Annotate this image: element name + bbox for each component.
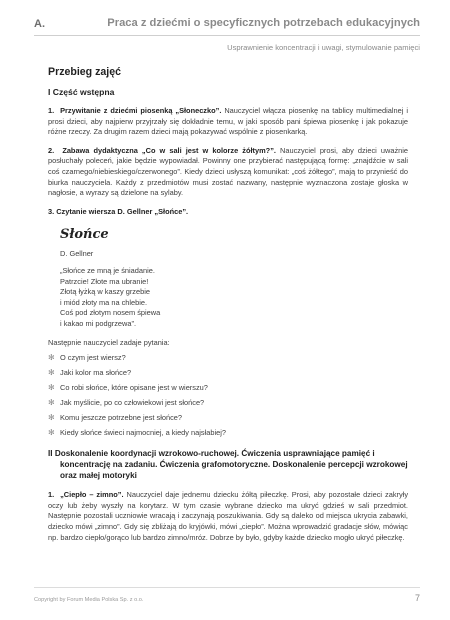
list-item xyxy=(48,428,408,439)
questions-list xyxy=(48,353,408,438)
part-two-heading: II Doskonalenie koordynacji wzrokowo-ruchowej. Ćwiczenia usprawniające pamięć i koncentrację na zadaniu. Ćwiczenia grafomotoryczne. Doskonalenie percepcji wzrokowej oraz małej motoryki xyxy=(48,449,408,481)
paragraph-4-title: „Ciepło – zimno”. xyxy=(60,490,124,500)
main-content xyxy=(48,66,408,551)
footer-divider xyxy=(34,587,420,588)
poem-line: i miód złoty ma na chlebie. xyxy=(60,297,148,307)
paragraph-2-number: 2. xyxy=(48,145,55,155)
question-text: O czym jest wiersz? xyxy=(60,353,126,363)
header-divider xyxy=(34,35,420,36)
list-item xyxy=(48,353,408,364)
paragraph-4-text: Nauczyciel daje jednemu dziecku żółtą piłeczkę. Prosi, aby pozostałe dzieci zakryły oczy lub żeby wyszły na korytarz. W tym czasie wybrane dziecko ma ukryć gdzieś w sali przedmiot. Następnie pozostali uczniowie wracają i zaczynają poszukiwania. Gdy są daleko od miejsca ukrycia zabawki, dziecko mówi „zimno”. Gdy się zbliżają do kryjówki, mówi „ciepło”. Można wprowadzić gradacje słów, mówiąc np. bardzo ciepło/gorąco lub bardzo zimno/mróz. Dobrze by było, gdyby każde dziecko mogło ukryć piłeczkę. xyxy=(48,490,409,542)
questions-intro: Następnie nauczyciel zadaje pytania: xyxy=(48,337,170,347)
poem-line: i kakao mi podgrzewa”. xyxy=(60,318,136,328)
paragraph-4 xyxy=(48,490,408,543)
poem xyxy=(48,227,408,329)
paragraph-1 xyxy=(48,106,408,138)
asterisk-bullet-icon: ✻ xyxy=(48,353,55,363)
question-text: Komu jeszcze potrzebne jest słońce? xyxy=(60,412,183,422)
poem-line: „Słońce ze mną je śniadanie. xyxy=(60,265,155,275)
question-text: Jak myślicie, po co człowiekowi jest słońce? xyxy=(60,397,205,407)
paragraph-1-number: 1. xyxy=(48,106,55,115)
asterisk-bullet-icon: ✻ xyxy=(48,397,55,407)
question-text: Jaki kolor ma słońce? xyxy=(60,367,132,377)
section-letter: A. xyxy=(34,18,45,30)
paragraph-2-title: Zabawa dydaktyczna „Co w sali jest w kolorze żółtym?”. xyxy=(62,145,276,155)
poem-line: Patrzcie! Złote ma ubranie! xyxy=(60,276,149,286)
list-item xyxy=(48,368,408,379)
chapter-subtitle: Usprawnienie koncentracji i uwagi, stymulowanie pamięci xyxy=(227,43,420,52)
part-one-heading: I Część wstępna xyxy=(48,87,115,97)
paragraph-2 xyxy=(48,146,408,199)
page-number: 7 xyxy=(414,593,420,603)
poem-line: Coś pod złotym nosem śpiewa xyxy=(60,308,161,318)
page-heading: Przebieg zajęć xyxy=(48,66,122,78)
asterisk-bullet-icon: ✻ xyxy=(48,382,55,392)
list-item xyxy=(48,383,408,394)
list-item xyxy=(48,413,408,424)
asterisk-bullet-icon: ✻ xyxy=(48,427,55,437)
question-text: Kiedy słońce świeci najmocniej, a kiedy najsłabiej? xyxy=(60,427,226,437)
poem-author: D. Gellner xyxy=(60,249,94,259)
paragraph-3-heading: 3. Czytanie wiersza D. Gellner „Słońce”. xyxy=(48,206,189,216)
poem-line: Złotą łyżką w kaszy grzebie xyxy=(60,287,150,297)
asterisk-bullet-icon: ✻ xyxy=(48,367,55,377)
paragraph-2-text: Nauczyciel prosi, aby dzieci uważnie posłuchały poleceń, jakie będzie wypowiadał. Powinny one przybierać następującą formę: „znajdźcie w sali coś czarnego/niebieskiego/czerwonego”. Kiedy dzieci usłyszą komunikat: „coś żółtego”, mają to przynieść do biurka nauczyciela. Każdy z przedmiotów musi zostać nazwany, następnie wyznaczona zostaje głoska w nagłosie, a wyrazy są dzielone na sylaby. xyxy=(48,145,409,198)
copyright-note: Copyright by Forum Media Polska Sp. z o.o. xyxy=(34,597,144,603)
list-item xyxy=(48,398,408,409)
chapter-title: Praca z dziećmi o specyficznych potrzebach edukacyjnych xyxy=(107,17,420,29)
paragraph-4-number: 1. xyxy=(48,490,55,500)
asterisk-bullet-icon: ✻ xyxy=(48,412,55,422)
paragraph-1-text: Nauczyciel włącza piosenkę na tablicy multimedialnej i prosi dzieci, aby najpierw przyjrzały się dokładnie temu, w jaki sposób pani śpiewa piosenkę i jak pokazuje różne rzeczy. Za drugim razem dzieci mają pokazywać wspólnie z piosenkarką. xyxy=(48,106,408,137)
question-text: Co robi słońce, które opisane jest w wierszu? xyxy=(60,382,208,392)
paragraph-1-title: Przywitanie z dziećmi piosenką „Słoneczko”. xyxy=(60,106,222,115)
poem-title: Słońce xyxy=(60,227,109,243)
